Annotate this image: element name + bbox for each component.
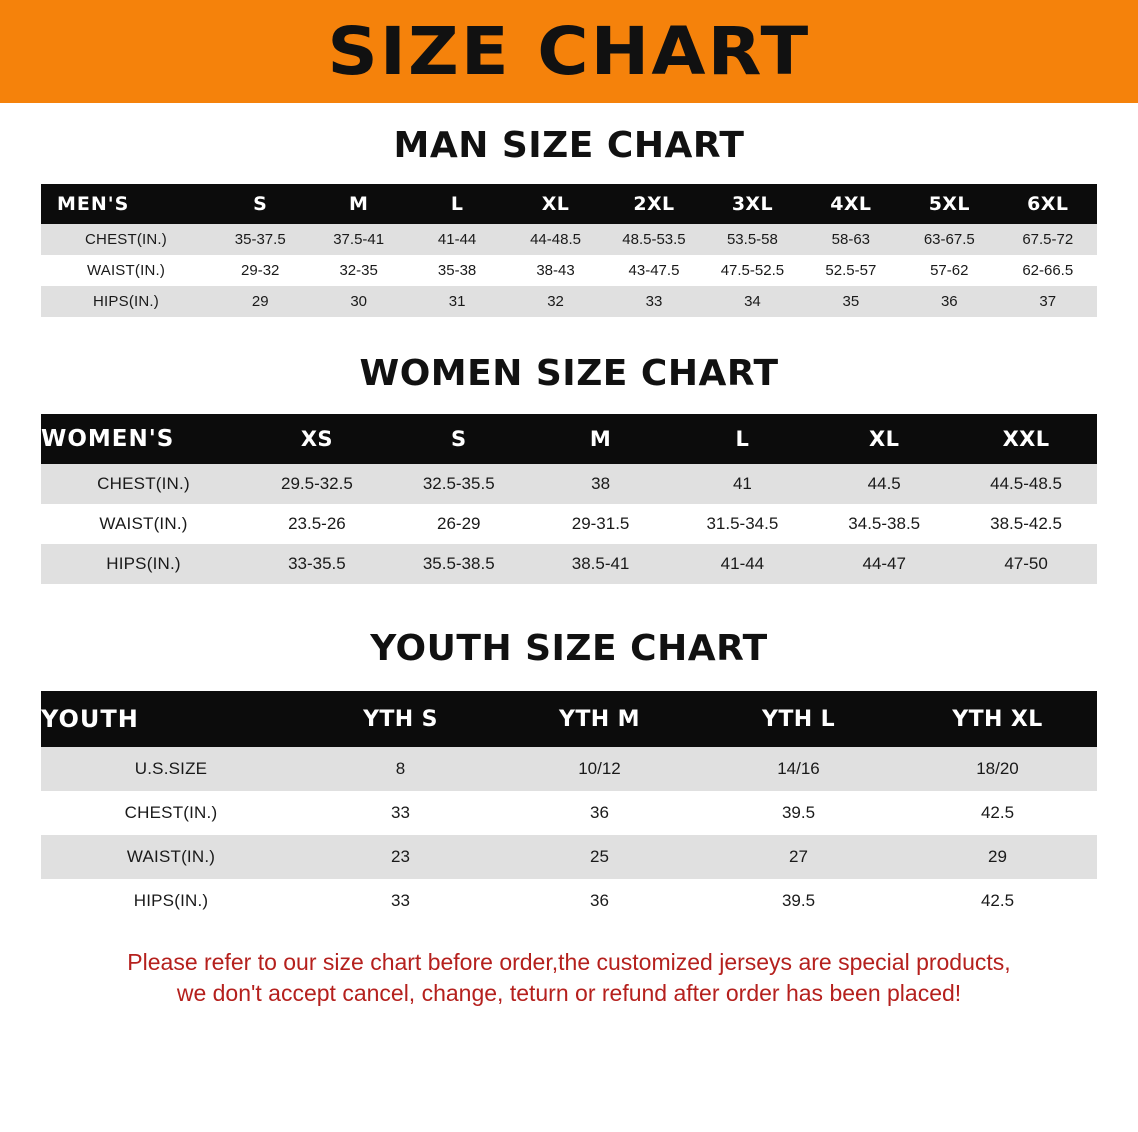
women-col-header: L [671, 414, 813, 464]
cell: 33 [301, 791, 500, 835]
table-row [41, 544, 1097, 584]
table-row [41, 286, 1097, 317]
youth-table-wrap [0, 691, 1138, 923]
table-row [41, 791, 1097, 835]
women-col-header: XS [246, 414, 388, 464]
women-col-header: XXL [955, 414, 1097, 464]
cell: 47.5-52.5 [703, 255, 801, 286]
header-banner [0, 0, 1138, 103]
cell: 67.5-72 [999, 224, 1098, 255]
women-col-header: S [388, 414, 530, 464]
row-label: WAIST(IN.) [41, 255, 211, 286]
cell: 39.5 [699, 791, 898, 835]
youth-col-header: YTH L [699, 691, 898, 747]
youth-corner-header: YOUTH [41, 691, 301, 747]
cell: 41 [671, 464, 813, 504]
man-col-header: L [408, 184, 506, 224]
man-col-header: 2XL [605, 184, 703, 224]
cell: 8 [301, 747, 500, 791]
cell: 29 [898, 835, 1097, 879]
cell: 63-67.5 [900, 224, 998, 255]
footer-note [34, 947, 1104, 1009]
cell: 29.5-32.5 [246, 464, 388, 504]
women-section-title: WOMEN SIZE CHART [359, 353, 779, 394]
table-header-row [41, 184, 1097, 224]
cell: 41-44 [671, 544, 813, 584]
table-row [41, 504, 1097, 544]
table-row [41, 464, 1097, 504]
cell: 57-62 [900, 255, 998, 286]
youth-col-header: YTH S [301, 691, 500, 747]
cell: 39.5 [699, 879, 898, 923]
man-table-wrap [0, 184, 1138, 317]
cell: 33-35.5 [246, 544, 388, 584]
footer-note-line-1: Please refer to our size chart before order,the customized jerseys are special products, [127, 949, 1011, 975]
cell: 42.5 [898, 791, 1097, 835]
cell: 18/20 [898, 747, 1097, 791]
cell: 23.5-26 [246, 504, 388, 544]
page-title: SIZE CHART [327, 12, 811, 90]
cell: 14/16 [699, 747, 898, 791]
cell: 43-47.5 [605, 255, 703, 286]
cell: 38 [530, 464, 672, 504]
cell: 52.5-57 [802, 255, 900, 286]
cell: 58-63 [802, 224, 900, 255]
cell: 48.5-53.5 [605, 224, 703, 255]
cell: 31.5-34.5 [671, 504, 813, 544]
man-col-header: 3XL [703, 184, 801, 224]
cell: 44-47 [813, 544, 955, 584]
table-row [41, 879, 1097, 923]
cell: 30 [309, 286, 407, 317]
cell: 35.5-38.5 [388, 544, 530, 584]
row-label: CHEST(IN.) [41, 791, 301, 835]
cell: 41-44 [408, 224, 506, 255]
youth-col-header: YTH M [500, 691, 699, 747]
cell: 36 [900, 286, 998, 317]
man-col-header: 5XL [900, 184, 998, 224]
youth-section-title: YOUTH SIZE CHART [370, 628, 768, 669]
cell: 23 [301, 835, 500, 879]
cell: 62-66.5 [999, 255, 1098, 286]
table-header-row [41, 414, 1097, 464]
cell: 29 [211, 286, 309, 317]
table-row [41, 224, 1097, 255]
cell: 31 [408, 286, 506, 317]
man-col-header: 6XL [999, 184, 1098, 224]
cell: 32 [506, 286, 604, 317]
women-corner-header: WOMEN'S [41, 414, 246, 464]
footer-note-line-2: we don't accept cancel, change, teturn or refund after order has been placed! [176, 980, 962, 1007]
cell: 32-35 [309, 255, 407, 286]
man-size-table [41, 184, 1097, 317]
youth-col-header: YTH XL [898, 691, 1097, 747]
cell: 37 [999, 286, 1098, 317]
row-label: CHEST(IN.) [41, 224, 211, 255]
cell: 38-43 [506, 255, 604, 286]
cell: 37.5-41 [309, 224, 407, 255]
man-col-header: 4XL [802, 184, 900, 224]
table-row [41, 835, 1097, 879]
cell: 33 [301, 879, 500, 923]
cell: 27 [699, 835, 898, 879]
row-label: HIPS(IN.) [41, 286, 211, 317]
row-label: WAIST(IN.) [41, 504, 246, 544]
row-label: CHEST(IN.) [41, 464, 246, 504]
row-label: WAIST(IN.) [41, 835, 301, 879]
cell: 35 [802, 286, 900, 317]
man-corner-header: MEN'S [41, 184, 211, 224]
man-col-header: M [309, 184, 407, 224]
cell: 32.5-35.5 [388, 464, 530, 504]
cell: 29-31.5 [530, 504, 672, 544]
row-label: U.S.SIZE [41, 747, 301, 791]
women-col-header: XL [813, 414, 955, 464]
man-col-header: XL [506, 184, 604, 224]
table-row [41, 255, 1097, 286]
cell: 42.5 [898, 879, 1097, 923]
cell: 44-48.5 [506, 224, 604, 255]
cell: 36 [500, 879, 699, 923]
cell: 53.5-58 [703, 224, 801, 255]
row-label: HIPS(IN.) [41, 879, 301, 923]
cell: 33 [605, 286, 703, 317]
cell: 10/12 [500, 747, 699, 791]
man-section-title: MAN SIZE CHART [393, 125, 745, 166]
cell: 38.5-42.5 [955, 504, 1097, 544]
women-table-wrap [0, 414, 1138, 584]
cell: 25 [500, 835, 699, 879]
cell: 44.5 [813, 464, 955, 504]
table-row [41, 747, 1097, 791]
table-header-row [41, 691, 1097, 747]
cell: 34.5-38.5 [813, 504, 955, 544]
cell: 47-50 [955, 544, 1097, 584]
cell: 34 [703, 286, 801, 317]
women-size-table [41, 414, 1097, 584]
youth-size-table [41, 691, 1097, 923]
cell: 38.5-41 [530, 544, 672, 584]
row-label: HIPS(IN.) [41, 544, 246, 584]
cell: 35-38 [408, 255, 506, 286]
man-col-header: S [211, 184, 309, 224]
cell: 29-32 [211, 255, 309, 286]
cell: 26-29 [388, 504, 530, 544]
women-col-header: M [530, 414, 672, 464]
cell: 44.5-48.5 [955, 464, 1097, 504]
cell: 35-37.5 [211, 224, 309, 255]
cell: 36 [500, 791, 699, 835]
